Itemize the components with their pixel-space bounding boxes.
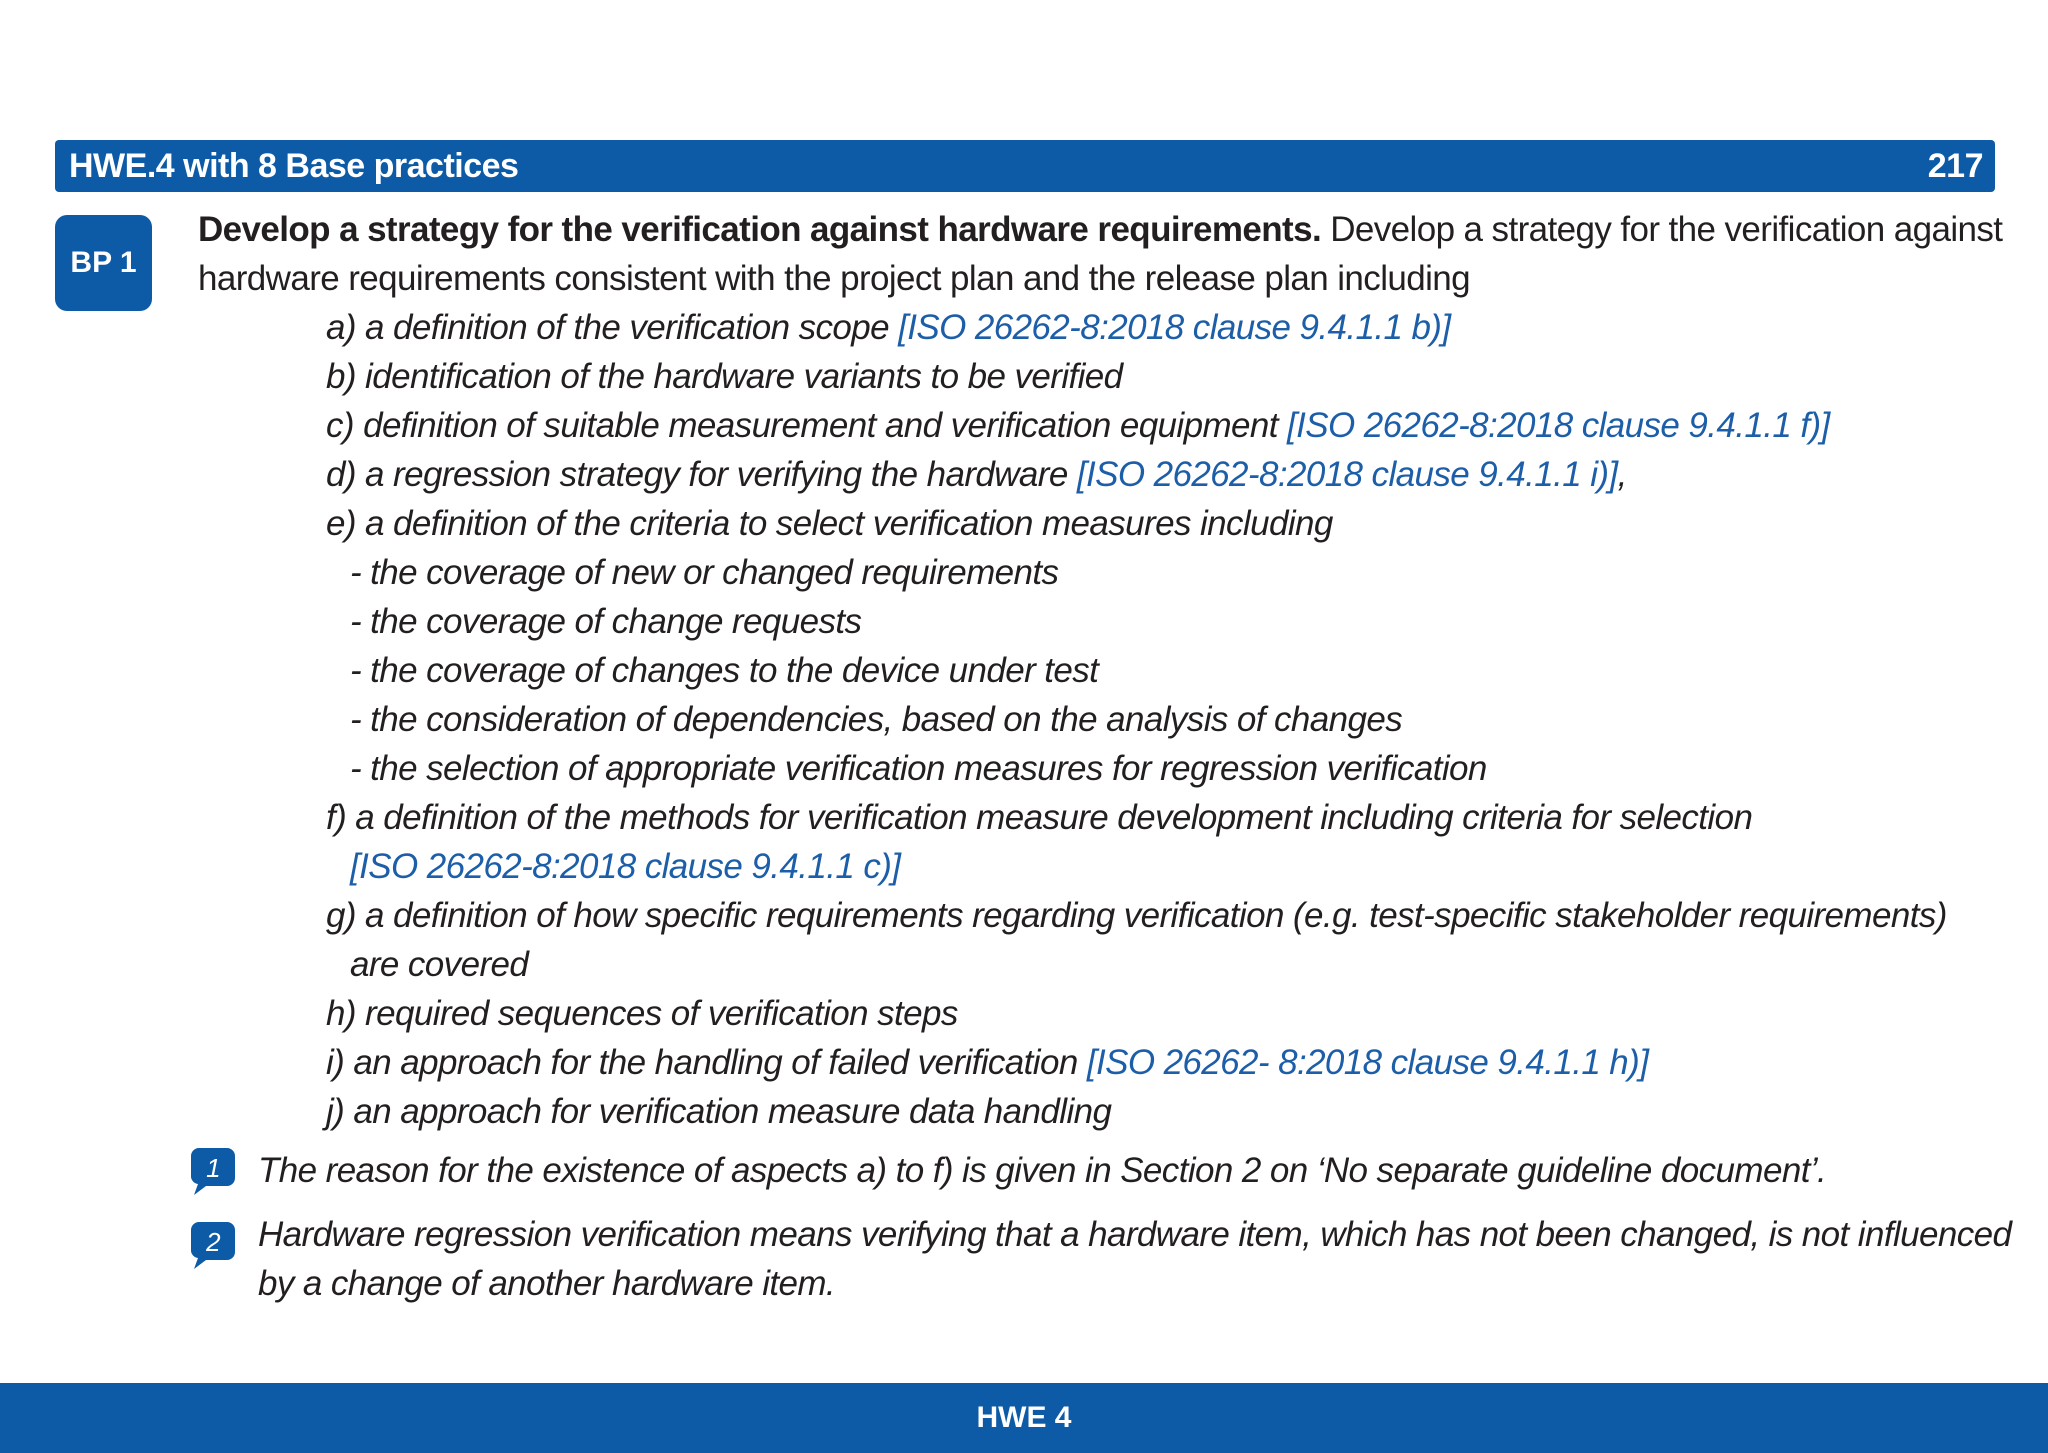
footer-label: HWE 4 [976,1401,1072,1434]
iso-reference: [ISO 26262-8:2018 clause 9.4.1.1 c)] [350,847,901,886]
note-bubble-icon [190,1220,236,1270]
sub-item: - the selection of appropriate verification measures for regression verification [350,749,1487,788]
list-item-c [326,401,2006,450]
strategy-item-list [326,303,2006,1136]
note-text [258,1210,2012,1308]
note-line: by a change of another hardware item. [258,1264,836,1303]
list-item-d [326,450,2006,499]
sub-item: - the coverage of new or changed requirements [350,553,1059,592]
iso-reference: [ISO 26262-8:2018 clause 9.4.1.1 i)] [1076,455,1618,494]
item-text: d) a regression strategy for verifying the hardware [326,455,1077,494]
item-text: a) a definition of the verification scope [326,308,899,347]
iso-reference: [ISO 26262-8:2018 clause 9.4.1.1 b)] [898,308,1451,347]
list-item-g: g) a definition of how specific requirements regarding verification (e.g. test-specific stakeholder requirements) [326,896,1947,935]
header-bar [55,140,1995,192]
item-punctuation: , [1617,455,1627,494]
list-item-f: f) a definition of the methods for verification measure development including criteria for selection [326,798,1753,837]
note-1 [190,1146,1970,1195]
item-text: c) definition of suitable measurement and verification equipment [326,406,1287,445]
base-practice-description [198,205,2003,303]
iso-reference: [ISO 26262- 8:2018 clause 9.4.1.1 h)] [1086,1043,1649,1082]
note-line: Hardware regression verification means verifying that a hardware item, which has not been changed, is not influenced [258,1215,2012,1254]
page-title: HWE.4 with 8 Base practices [69,146,519,185]
list-item-i [326,1038,2006,1087]
intro-text: Develop a strategy for the verification against [1321,210,2003,249]
note-number: 2 [206,1227,220,1257]
list-item-h: h) required sequences of verification steps [326,994,958,1033]
base-practice-badge: BP 1 [55,215,152,311]
note-2 [190,1210,2012,1308]
list-item-j: j) an approach for verification measure data handling [326,1092,1112,1131]
note-bubble-icon [190,1146,236,1196]
note-number: 1 [206,1153,220,1183]
base-practice-title: Develop a strategy for the verification against hardware requirements. [198,210,1322,249]
intro-line-2: hardware requirements consistent with the project plan and the release plan including [198,259,1471,298]
list-item-b: b) identification of the hardware variants to be verified [326,357,1123,396]
list-item-e: e) a definition of the criteria to select verification measures including [326,504,1333,543]
sub-item: - the coverage of changes to the device under test [350,651,1099,690]
list-item-a [326,303,2006,352]
page-number: 217 [1927,146,1983,185]
footer-bar [0,1383,2048,1453]
intro-line-1 [198,205,2003,254]
note-text: The reason for the existence of aspects a) to f) is given in Section 2 on ‘No separate guideline document’. [258,1151,1827,1190]
iso-reference: [ISO 26262-8:2018 clause 9.4.1.1 f)] [1287,406,1830,445]
item-text: i) an approach for the handling of failed verification [326,1043,1087,1082]
list-item-g-continued: are covered [350,945,529,984]
sub-item: - the consideration of dependencies, based on the analysis of changes [350,700,1403,739]
sub-item: - the coverage of change requests [350,602,862,641]
